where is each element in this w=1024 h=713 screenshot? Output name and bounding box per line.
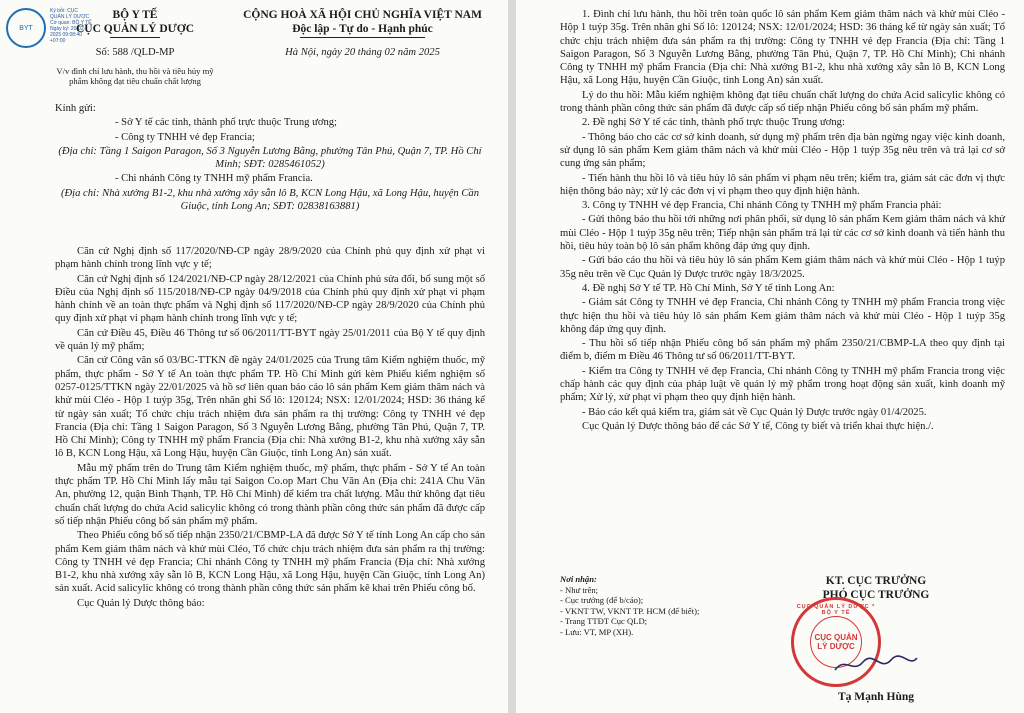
item-4: 4. Đề nghị Sở Y tế TP. Hồ Chí Minh, Sở Y tế tỉnh Long An: (582, 282, 835, 294)
recipients-block (55, 102, 485, 214)
issue-date: Hà Nội, ngày 20 tháng 02 năm 2025 (285, 47, 440, 58)
item-2a: - Thông báo cho các cơ sở kinh doanh, sử dụng mỹ phẩm trên địa bàn ngừng ngay việc kinh doanh, sử dụng lô sản phẩm Kem giảm thâm nách và khử mùi Cléo - Hộp 1 tuýp 35g nêu trên và trả lại cơ sở cung ứng sản phẩm; (560, 131, 1005, 170)
item-2: 2. Đề nghị Sở Y tế các tỉnh, thành phố trực thuộc Trung ương: (582, 117, 845, 129)
item-4d: - Báo cáo kết quả kiểm tra, giám sát về Cục Quản lý Dược trước ngày 01/4/2025. (582, 406, 927, 418)
closing-statement: Cục Quản lý Dược thông báo để các Sở Y tế, Công ty biết và triển khai thực hiện./. (582, 420, 934, 432)
basis-paragraph-3: Căn cứ Điều 45, Điều 46 Thông tư số 06/2011/TT-BYT ngày 25/01/2011 của Bộ Y tế quy định về quản lý mỹ phẩm; (55, 327, 485, 353)
recipient-2-address: (Địa chỉ: Tầng 1 Saigon Paragon, Số 3 Nguyễn Lương Bằng, phường Tân Phú, Quận 7, TP. Hồ Chí Minh; SĐT: 0285461052) (58, 145, 482, 171)
distribution-item: - VKNT TW, VKNT TP. HCM (để biết); (560, 605, 700, 616)
nation-title: CỘNG HOÀ XÃ HỘI CHỦ NGHĨA VIỆT NAM (243, 9, 482, 21)
header-divider-right (300, 37, 425, 38)
sample-paragraph: Mẫu mỹ phẩm trên do Trung tâm Kiểm nghiệm thuốc, mỹ phẩm, thực phẩm - Sở Y tế An toàn thực phẩm TP. Hồ Chí Minh lấy mẫu tại Saigon Co.op Mart Chu Văn An (Địa chỉ: 241A Chu Văn An, phường 12, quận Bình Thạnh, TP. Hồ Chí Minh) để kiểm tra chất lượng. Mẫu thử không đạt tiêu chuẩn chất lượng do chứa Acid salicylic không có trong thành phần công thức sản phẩm đã được cấp số tiếp nhận Phiếu công bố sản phẩm mỹ phẩm. (55, 462, 485, 527)
signer-role-2: PHÓ CỤC TRƯỞNG (822, 589, 930, 601)
distribution-item: - Cục trưởng (để b/cáo); (560, 595, 644, 605)
distribution-item: - Lưu: VT, MP (XH). (560, 626, 634, 637)
recipients-label: Kính gửi: (55, 103, 96, 114)
left-page (0, 0, 508, 713)
distribution-label: Nơi nhận: (560, 574, 597, 584)
recipient-2: - Công ty TNHH vẻ đẹp Francia; (115, 131, 255, 143)
right-page (516, 0, 1024, 713)
digital-signature-logo-icon: BYT (6, 8, 46, 48)
notice-intro: Cục Quản lý Dược thông báo: (77, 597, 205, 609)
notice-items-block (560, 8, 1005, 434)
seal-ring-text: CỤC QUẢN LÝ DƯỢC * BỘ Y TẾ (796, 604, 876, 616)
signer-role-1: KT. CỤC TRƯỞNG (825, 575, 927, 587)
recipient-3-address: (Địa chỉ: Nhà xưởng B1-2, khu nhà xưởng xây sẵn lô B, KCN Long Hậu, xã Long Hậu, huyện Cần Giuộc, tỉnh Long An; SĐT: 02838163881) (60, 187, 480, 213)
doc-number: Số: 588 /QLD-MP (95, 47, 175, 58)
recipient-1: - Sở Y tế các tỉnh, thành phố trực thuộc Trung ương; (115, 117, 337, 129)
item-3a: - Gửi thông báo thu hồi tới những nơi phân phối, sử dụng lô sản phẩm Kem giảm thâm nách và khử mùi Cléo - Hộp 1 tuýp 35g nêu trên; Tiếp nhận sản phẩm trả lại từ các cơ sở kinh doanh và tiến hành thu hồi, tiêu hủy toàn bộ lô sản phẩm không đáp ứng quy định. (560, 214, 1005, 253)
item-1: 1. Đình chỉ lưu hành, thu hồi trên toàn quốc lô sản phẩm Kem giảm thâm nách và khử mùi Cléo - Hộp 1 tuýp 35g. Trên nhãn ghi Số lô: 120124; NSX: 12/01/2024; HSD: 36 tháng kể từ ngày sản xuất; Tổ chức chịu trách nhiệm đưa sản phẩm ra thị trường: Công ty TNHH vẻ đẹp Francia (Địa chỉ: Tầng 1 Saigon Paragon, Số 3 Nguyễn Lương Bằng, phường Tân Phú, Quận 7, TP. Hồ Chí Minh); Chi nhánh Công ty TNHH mỹ phẩm Francia (Địa chỉ: Nhà xưởng B1-2, khu nhà xưởng xây sẵn lô B, KCN Long Hậu, xã Long Hậu, huyện Cần Giuộc, tỉnh Long An) sản xuất. (560, 9, 1005, 87)
department-name: CỤC QUẢN LÝ DƯỢC (75, 23, 195, 35)
recipient-3: - Chi nhánh Công ty TNHH mỹ phẩm Francia. (115, 173, 313, 185)
item-4a: - Giám sát Công ty TNHH vẻ đẹp Francia, Chi nhánh Công ty TNHH mỹ phẩm Francia trong việc thực hiện thu hồi và tiêu hủy lô sản phẩm Kem giảm thâm nách và khử mùi Cléo - Hộp 1 tuýp 35g không đáp ứng quy định. (560, 297, 1005, 335)
item-3b: - Gửi báo cáo thu hồi và tiêu hủy lô sản phẩm Kem giảm thâm nách và khử mùi Cléo - Hộp 1 tuýp 35g nêu trên về Cục Quản lý Dược trước ngày 18/3/2025. (560, 255, 1005, 280)
signer-name: Tạ Mạnh Hùng (837, 691, 915, 703)
basis-paragraph-4: Căn cứ Công văn số 03/BC-TTKN đề ngày 24/01/2025 của Trung tâm Kiểm nghiệm thuốc, mỹ phẩm, thực phẩm - Sở Y tế An toàn thực phẩm TP. Hồ Chí Minh gửi kèm Phiếu kiểm nghiệm số 0257-0125/TTKN ngày 22/01/2025 và hồ sơ liên quan báo cáo lô sản phẩm Kem giảm thâm nách và khử mùi Cléo - Hộp 1 tuýp 35g, Trên nhãn ghi Số lô: 120124; NSX: 12/01/2024; HSD: 36 tháng kể từ ngày sản xuất; Tổ chức chịu trách nhiệm đưa sản phẩm ra thị trường: Công ty TNHH vẻ đẹp Francia (Địa chỉ: Tầng 1 Saigon Paragon, Số 3 Nguyễn Lương Bằng, phường Tân Phú, Quận 7, TP. Hồ Chí Minh); Công ty TNHH mỹ phẩm Francia (Địa chỉ: Nhà xưởng B1-2, khu nhà xưởng xây sẵn lô B, KCN Long Hậu, xã Long Hậu, huyện Cần Giuộc, tỉnh Long An) sản xuất. (55, 355, 485, 460)
recall-reason: Lý do thu hồi: Mẫu kiểm nghiệm không đạt tiêu chuẩn chất lượng do chứa Acid salicylic không có trong thành phần công thức sản phẩm đã được cấp số tiếp nhận Phiếu công bố sản phẩm mỹ phẩm. (560, 89, 1005, 115)
declaration-paragraph: Theo Phiếu công bố số tiếp nhận 2350/21/CBMP-LA đã được Sở Y tế tỉnh Long An cấp cho sản phẩm Kem giảm thâm nách và khử mùi Cléo, Tổ chức chịu trách nhiệm đưa sản phẩm ra thị trường: Công ty TNHH vẻ đẹp Francia; Chi nhánh Công ty TNHH mỹ phẩm Francia (Địa chỉ: Nhà xưởng B1-2, khu nhà xưởng xây sẵn lô B, KCN Long Hậu, xã Long Hậu, huyện Cần Giuộc, tỉnh Long An) sản xuất. Acid salicylic không có trong thành phần công thức sản phẩm kê khai trên Phiếu công bố. (55, 530, 485, 595)
ministry-name: BỘ Y TẾ (112, 9, 158, 21)
item-2b: - Tiến hành thu hồi lô và tiêu hủy lô sản phẩm vi phạm nêu trên; kiểm tra, giám sát các đơn vị thực hiện thông báo này; xử lý các đơn vị vi phạm theo quy định hiện hành. (560, 172, 1005, 197)
handwritten-signature-icon (831, 652, 921, 678)
seal-center-text: CỤC QUẢN LÝ DƯỢC (810, 616, 862, 668)
distribution-list (560, 574, 760, 637)
legal-basis-block (55, 245, 485, 611)
item-3: 3. Công ty TNHH vẻ đẹp Francia, Chi nhánh Công ty TNHH mỹ phẩm Francia phải: (582, 200, 942, 212)
item-4c: - Kiểm tra Công ty TNHH vẻ đẹp Francia, Chi nhánh Công ty TNHH mỹ phẩm Francia trong việc chấp hành các quy định của pháp luật về quản lý mỹ phẩm trong hoạt động sản xuất, kinh doanh mỹ phẩm; Xử lý, xử phạt vi phạm theo quy định hiện hành. (560, 365, 1005, 404)
doc-subject: V/v đình chỉ lưu hành, thu hồi và tiêu hủy mỹ phẩm không đạt tiêu chuẩn chất lượng (56, 66, 214, 86)
digital-signature-caption: Ký bởi: CỤC QUẢN LÝ DƯỢC Cơ quan: BỘ Y TẾ Ngày ký: 20-02-2025 09:08:40 +07:00 (50, 8, 92, 44)
distribution-item: - Như trên; (560, 584, 599, 595)
distribution-item: - Trang TTĐT Cục QLD; (560, 616, 648, 626)
item-4b: - Thu hồi số tiếp nhận Phiếu công bố sản phẩm mỹ phẩm 2350/21/CBMP-LA theo quy định tại điểm b, điểm m Điều 46 Thông tư số 06/2011/TT-BYT. (560, 338, 1005, 363)
header-divider-left (110, 37, 160, 38)
nation-motto: Độc lập - Tự do - Hạnh phúc (292, 23, 433, 35)
basis-paragraph-2: Căn cứ Nghị định số 124/2021/NĐ-CP ngày 28/12/2021 của Chính phủ sửa đổi, bổ sung một số Điều của Nghị định số 115/2018/NĐ-CP ngày 04/9/2018 của Chính phủ quy định xử phạt vi phạm hành chính về an toàn thực phẩm và Nghị định số 117/2020/NĐ-CP ngày 28/9/2020 của Chính phủ quy định xử phạt vi phạm hành chính trong lĩnh vực y tế; (55, 273, 485, 325)
basis-paragraph-1: Căn cứ Nghị định số 117/2020/NĐ-CP ngày 28/9/2020 của Chính phủ quy định xử phạt vi phạm hành chính trong lĩnh vực y tế; (55, 246, 485, 271)
